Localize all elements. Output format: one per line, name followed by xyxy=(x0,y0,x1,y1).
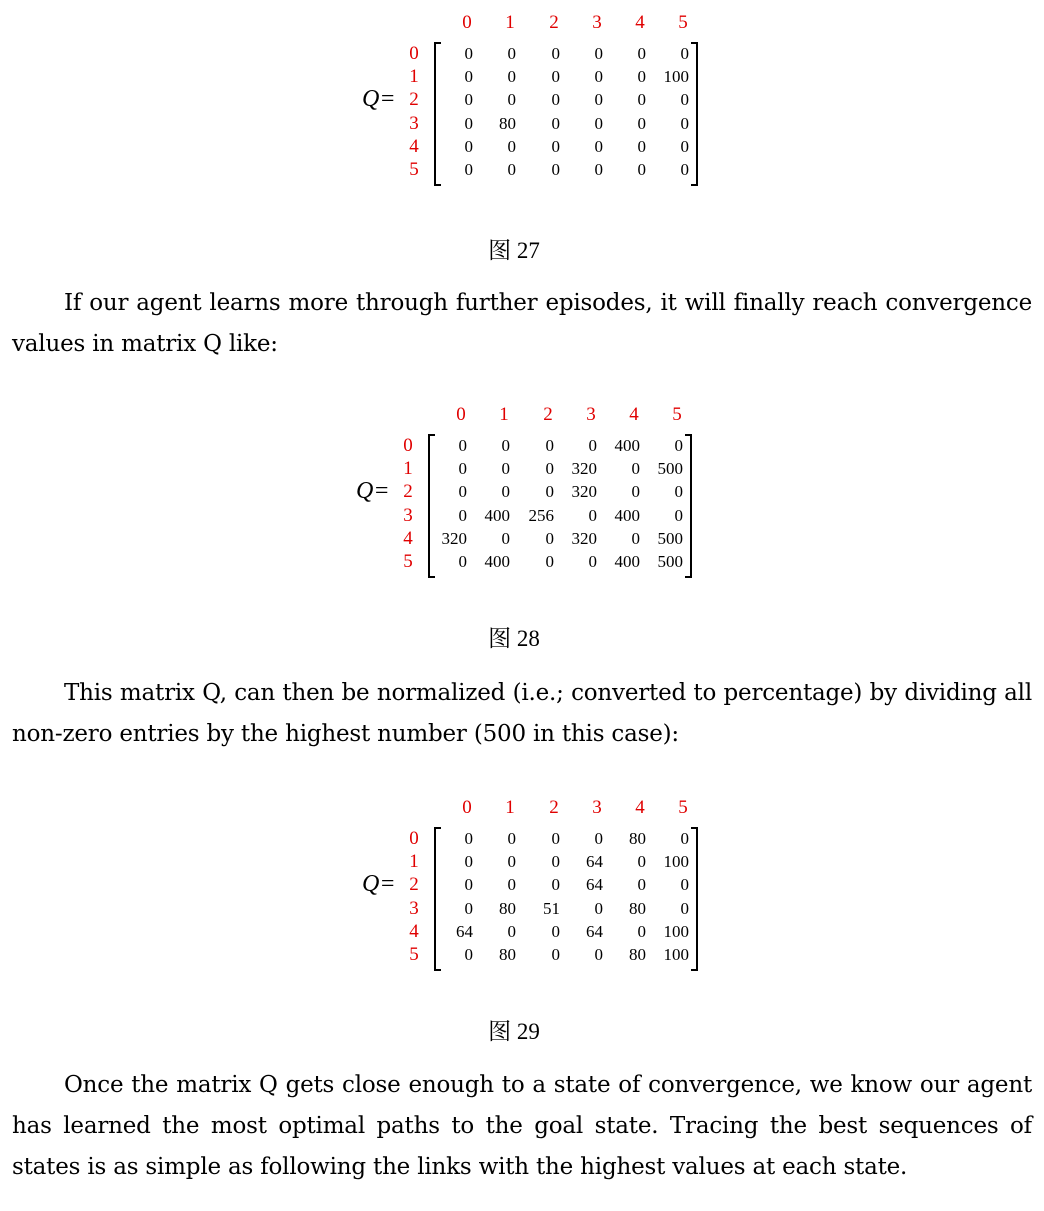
column-index: 0 xyxy=(462,797,472,818)
matrix-cell: 0 xyxy=(631,459,640,478)
column-index: 0 xyxy=(456,404,466,425)
matrix-cell: 500 xyxy=(657,529,683,548)
matrix-cell: 500 xyxy=(657,552,683,571)
matrix-cell: 0 xyxy=(501,459,510,478)
column-index: 3 xyxy=(592,12,602,33)
matrix-cell: 0 xyxy=(464,90,473,109)
row-index: 1 xyxy=(409,851,419,872)
matrix-cell: 500 xyxy=(657,459,683,478)
column-index: 5 xyxy=(678,797,688,818)
matrix-cell: 100 xyxy=(663,922,689,941)
matrix-cell: 400 xyxy=(484,506,510,525)
matrix-cell: 0 xyxy=(594,899,603,918)
matrix-label: Q= xyxy=(362,871,396,897)
matrix-cell: 80 xyxy=(499,114,516,133)
matrix-label: Q= xyxy=(362,86,396,112)
column-index: 5 xyxy=(672,404,682,425)
matrix-cell: 0 xyxy=(551,67,560,86)
matrix-cell: 0 xyxy=(464,945,473,964)
matrix-cell: 0 xyxy=(551,114,560,133)
matrix-cell: 0 xyxy=(507,90,516,109)
matrix-cell: 320 xyxy=(571,459,597,478)
matrix-cell: 64 xyxy=(456,922,473,941)
matrix-cell: 0 xyxy=(551,829,560,848)
matrix-cell: 0 xyxy=(545,459,554,478)
matrix-cell: 0 xyxy=(594,44,603,63)
matrix-cell: 0 xyxy=(545,436,554,455)
matrix-cell: 51 xyxy=(543,899,560,918)
row-index: 1 xyxy=(409,66,419,87)
matrix-cell: 0 xyxy=(594,67,603,86)
matrix-cell: 0 xyxy=(551,875,560,894)
matrix-cell: 0 xyxy=(637,114,646,133)
matrix-cell: 0 xyxy=(464,160,473,179)
matrix-cell: 0 xyxy=(594,137,603,156)
column-index: 4 xyxy=(635,797,645,818)
matrix-cell: 0 xyxy=(637,137,646,156)
matrix-cell: 0 xyxy=(594,160,603,179)
matrix-cell: 0 xyxy=(551,90,560,109)
column-index: 3 xyxy=(592,797,602,818)
matrix-cell: 100 xyxy=(663,67,689,86)
matrix-cell: 0 xyxy=(680,829,689,848)
matrix-cell: 0 xyxy=(507,875,516,894)
matrix-cell: 80 xyxy=(499,899,516,918)
matrix-cell: 0 xyxy=(680,137,689,156)
matrix-cell: 0 xyxy=(680,90,689,109)
matrix-cell: 0 xyxy=(594,945,603,964)
matrix-cell: 320 xyxy=(441,529,467,548)
matrix-cell: 64 xyxy=(586,875,603,894)
matrix-cell: 0 xyxy=(674,436,683,455)
matrix-cell: 0 xyxy=(680,44,689,63)
matrix-cell: 0 xyxy=(551,44,560,63)
row-index: 4 xyxy=(409,136,419,157)
matrix-cell: 0 xyxy=(637,875,646,894)
paragraph-optimal-paths: Once the matrix Q gets close enough to a state of convergence, we know our agent has learned the most optimal paths to the goal state. Tracing the best sequences of states is as simple as following the links with the highest values at each state. xyxy=(12,1072,1032,1180)
matrix-cell: 0 xyxy=(458,459,467,478)
matrix-cell: 0 xyxy=(637,90,646,109)
matrix-cell: 100 xyxy=(663,945,689,964)
matrix-cell: 0 xyxy=(551,852,560,871)
figure-caption-27: 图 27 xyxy=(488,238,540,263)
matrix-cell: 100 xyxy=(663,852,689,871)
matrix-cell: 0 xyxy=(551,945,560,964)
matrix-cell: 0 xyxy=(594,90,603,109)
column-index: 1 xyxy=(499,404,509,425)
matrix-cell: 0 xyxy=(680,114,689,133)
matrix-cell: 0 xyxy=(631,482,640,501)
row-index: 0 xyxy=(409,43,419,64)
matrix-cell: 0 xyxy=(674,506,683,525)
matrix-cell: 0 xyxy=(637,852,646,871)
matrix-cell: 0 xyxy=(545,552,554,571)
matrix-cell: 0 xyxy=(507,852,516,871)
row-index: 4 xyxy=(409,921,419,942)
matrix-cell: 0 xyxy=(458,552,467,571)
row-index: 0 xyxy=(403,435,413,456)
column-index: 0 xyxy=(462,12,472,33)
column-index: 1 xyxy=(505,797,515,818)
matrix-right-bracket xyxy=(685,434,692,578)
column-index: 2 xyxy=(549,797,559,818)
matrix-cell: 0 xyxy=(501,436,510,455)
row-index: 3 xyxy=(403,505,413,526)
matrix-cell: 0 xyxy=(680,899,689,918)
matrix-cell: 80 xyxy=(629,899,646,918)
matrix-cell: 0 xyxy=(551,160,560,179)
matrix-cell: 0 xyxy=(588,552,597,571)
matrix-cell: 64 xyxy=(586,852,603,871)
matrix-cell: 0 xyxy=(545,482,554,501)
matrix-cell: 0 xyxy=(594,114,603,133)
matrix-cell: 0 xyxy=(464,137,473,156)
column-index: 4 xyxy=(635,12,645,33)
matrix-cell: 80 xyxy=(629,829,646,848)
matrix-cell: 400 xyxy=(614,552,640,571)
matrix-cell: 0 xyxy=(674,482,683,501)
matrix-cell: 0 xyxy=(637,67,646,86)
row-index: 5 xyxy=(403,551,413,572)
column-index: 2 xyxy=(549,12,559,33)
row-index: 2 xyxy=(403,481,413,502)
matrix-cell: 64 xyxy=(586,922,603,941)
matrix-cell: 0 xyxy=(464,899,473,918)
matrix-cell: 0 xyxy=(507,160,516,179)
matrix-figure-27 xyxy=(0,10,1044,180)
matrix-right-bracket xyxy=(691,42,698,186)
column-index: 5 xyxy=(678,12,688,33)
matrix-cell: 0 xyxy=(507,67,516,86)
matrix-cell: 0 xyxy=(507,829,516,848)
matrix-cell: 0 xyxy=(680,160,689,179)
matrix-cell: 320 xyxy=(571,482,597,501)
matrix-cell: 400 xyxy=(614,436,640,455)
matrix-cell: 320 xyxy=(571,529,597,548)
matrix-cell: 0 xyxy=(464,852,473,871)
matrix-cell: 0 xyxy=(501,482,510,501)
matrix-cell: 0 xyxy=(680,875,689,894)
matrix-cell: 0 xyxy=(464,44,473,63)
matrix-cell: 0 xyxy=(458,482,467,501)
row-index: 2 xyxy=(409,874,419,895)
row-index: 2 xyxy=(409,89,419,110)
paragraph-convergence: If our agent learns more through further episodes, it will finally reach convergence values in matrix Q like: xyxy=(12,290,1032,357)
matrix-cell: 0 xyxy=(464,67,473,86)
matrix-cell: 0 xyxy=(464,829,473,848)
matrix-cell: 0 xyxy=(637,44,646,63)
row-index: 3 xyxy=(409,113,419,134)
matrix-label: Q= xyxy=(356,478,390,504)
matrix-figure-29 xyxy=(0,795,1044,965)
figure-caption-29: 图 29 xyxy=(488,1019,540,1044)
paragraph-normalization: This matrix Q, can then be normalized (i.e.; converted to percentage) by dividing all non-zero entries by the highest number (500 in this case): xyxy=(12,680,1032,747)
column-index: 3 xyxy=(586,404,596,425)
matrix-cell: 0 xyxy=(507,44,516,63)
matrix-cell: 80 xyxy=(499,945,516,964)
matrix-cell: 80 xyxy=(629,945,646,964)
matrix-cell: 0 xyxy=(551,137,560,156)
matrix-right-bracket xyxy=(691,827,698,971)
row-index: 0 xyxy=(409,828,419,849)
matrix-cell: 0 xyxy=(464,875,473,894)
matrix-cell: 0 xyxy=(458,506,467,525)
matrix-cell: 0 xyxy=(458,436,467,455)
matrix-cell: 256 xyxy=(528,506,554,525)
matrix-cell: 0 xyxy=(594,829,603,848)
matrix-cell: 400 xyxy=(484,552,510,571)
matrix-cell: 0 xyxy=(507,922,516,941)
matrix-cell: 0 xyxy=(637,922,646,941)
row-index: 3 xyxy=(409,898,419,919)
row-index: 4 xyxy=(403,528,413,549)
matrix-cell: 0 xyxy=(545,529,554,548)
matrix-figure-28 xyxy=(0,402,1044,572)
column-index: 1 xyxy=(505,12,515,33)
matrix-cell: 0 xyxy=(551,922,560,941)
column-index: 2 xyxy=(543,404,553,425)
matrix-cell: 0 xyxy=(464,114,473,133)
figure-caption-28: 图 28 xyxy=(488,626,540,651)
matrix-cell: 0 xyxy=(588,436,597,455)
matrix-cell: 0 xyxy=(501,529,510,548)
matrix-cell: 0 xyxy=(631,529,640,548)
matrix-cell: 400 xyxy=(614,506,640,525)
row-index: 5 xyxy=(409,944,419,965)
matrix-cell: 0 xyxy=(637,160,646,179)
matrix-cell: 0 xyxy=(507,137,516,156)
column-index: 4 xyxy=(629,404,639,425)
row-index: 1 xyxy=(403,458,413,479)
row-index: 5 xyxy=(409,159,419,180)
matrix-cell: 0 xyxy=(588,506,597,525)
